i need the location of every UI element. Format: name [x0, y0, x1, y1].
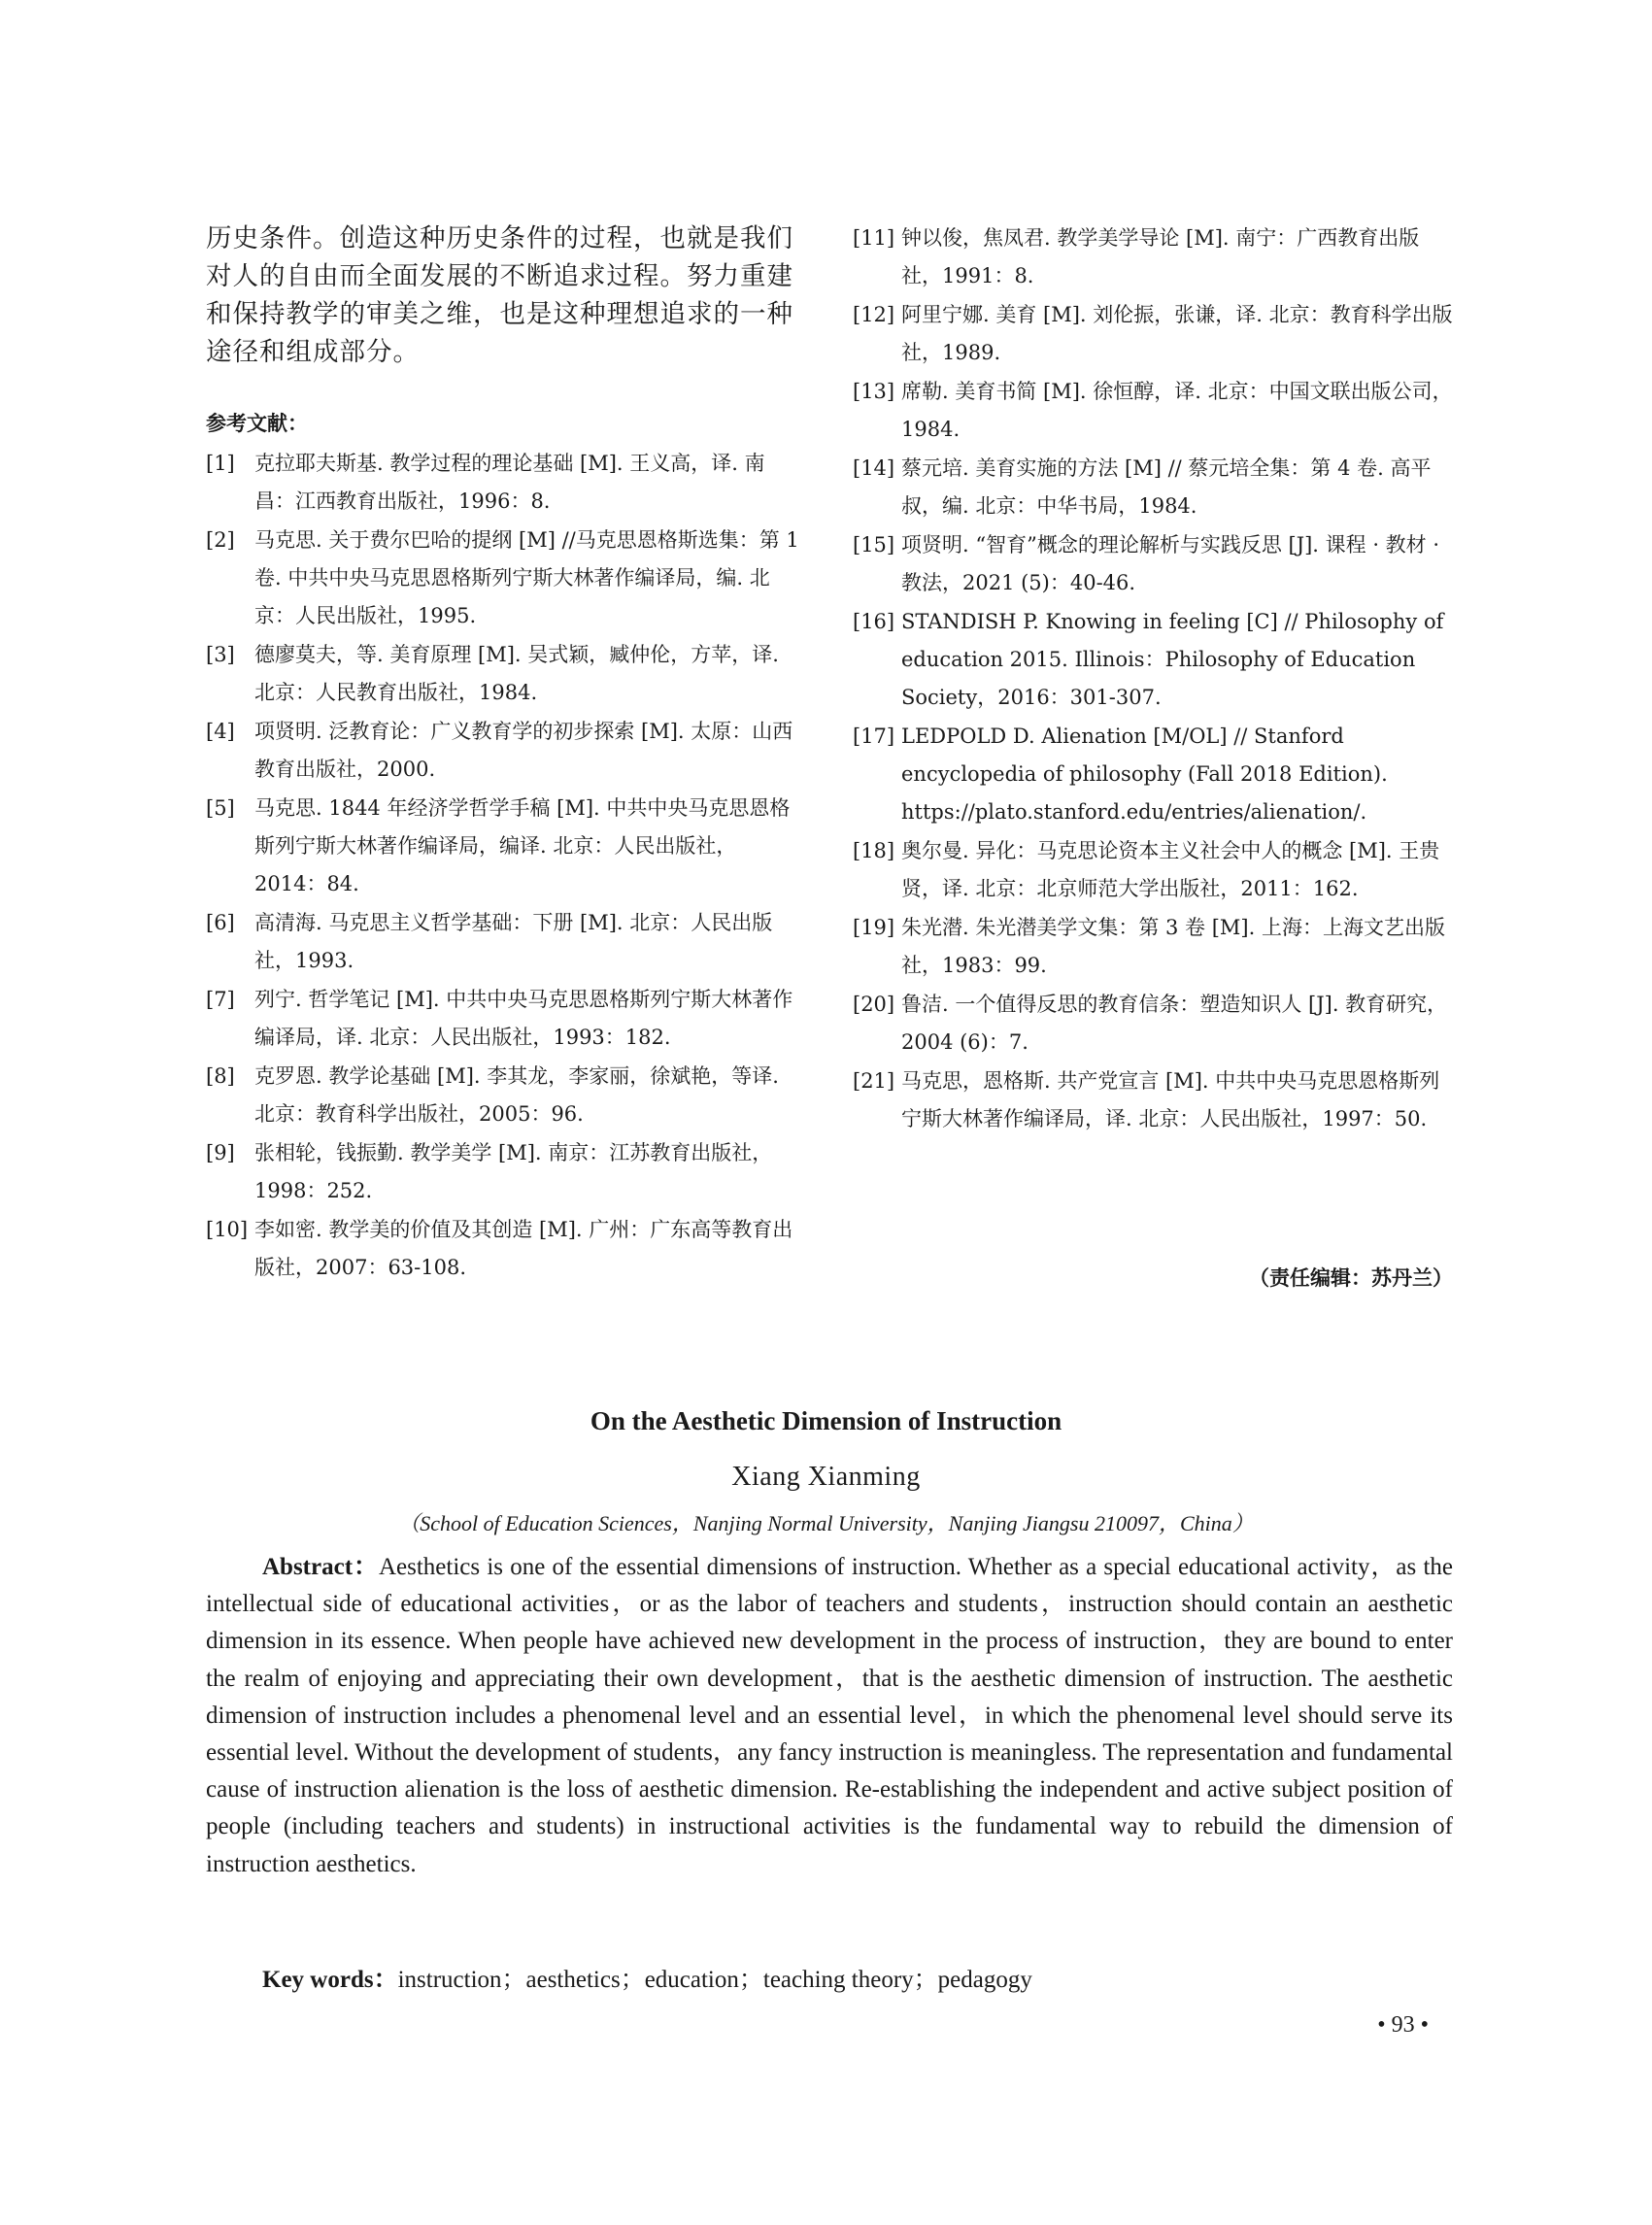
abstract	[206, 1549, 1453, 1883]
reference-text: 马克思. 1844 年经济学哲学手稿 [M]. 中共中央马克思恩格斯列宁斯大林著作编译局，编译. 北京：人民出版社，2014：84.	[254, 796, 791, 895]
reference-text: 克罗恩. 教学论基础 [M]. 李其龙，李家丽，徐斌艳，等译. 北京：教育科学出版社，2005：96.	[254, 1064, 779, 1126]
reference-number: [2]	[206, 528, 235, 552]
references-list-right	[853, 219, 1453, 1138]
reference-item	[206, 1058, 803, 1133]
reference-text: 奥尔曼. 异化：马克思论资本主义社会中人的概念 [M]. 王贵贤，译. 北京：北京师范大学出版社，2011：162.	[901, 839, 1440, 900]
reference-number: [3]	[206, 643, 235, 666]
reference-text: 马克思. 关于费尔巴哈的提纲 [M] //马克思恩格斯选集：第 1 卷. 中共中央马克思恩格斯列宁斯大林著作编译局，编. 北京：人民出版社，1995.	[254, 528, 799, 627]
reference-number: [8]	[206, 1064, 235, 1088]
reference-number: [9]	[206, 1141, 235, 1164]
reference-item	[206, 445, 803, 521]
reference-text: 马克思，恩格斯. 共产党宣言 [M]. 中共中央马克思恩格斯列宁斯大林著作编译局，译. 北京：人民出版社，1997：50.	[901, 1069, 1440, 1130]
reference-number: [16]	[853, 610, 895, 633]
reference-item	[853, 718, 1453, 831]
reference-item	[206, 713, 803, 789]
reference-item	[853, 526, 1453, 602]
reference-item	[206, 1134, 803, 1210]
reference-text: 席勒. 美育书简 [M]. 徐恒醇，译. 北京：中国文联出版公司，1984.	[901, 380, 1453, 441]
reference-text: 蔡元培. 美育实施的方法 [M] // 蔡元培全集：第 4 卷. 高平叔，编. 北京：中华书局，1984.	[901, 456, 1432, 518]
english-author: Xiang Xianming	[731, 1462, 921, 1492]
reference-text: 张相轮，钱振勤. 教学美学 [M]. 南京：江苏教育出版社，1998：252.	[254, 1141, 773, 1202]
reference-text: 项贤明. “智育”概念的理论解析与实践反思 [J]. 课程 · 教材 · 教法，2021 (5)：40-46.	[901, 533, 1440, 594]
page-number: • 93 •	[1377, 2012, 1429, 2038]
abstract-text: Aesthetics is one of the essential dimensions of instruction. Whether as a special educational activity，as the intellectual side of educational activities，or as the labor of teachers and students，instruction should contain an aesthetic dimension in its essence. When people have achieved new development in the process of instruction，they are bound to enter the realm of enjoying and appreciating their own development，that is the aesthetic dimension of instruction. The aesthetic dimension of instruction includes a phenomenal level and an essential level，in which the phenomenal level should serve its essential level. Without the development of students，any fancy instruction is meaningless. The representation and fundamental cause of instruction alienation is the loss of aesthetic dimension. Re-establishing the independent and active subject position of people (including teachers and students) in instructional activities is the fundamental way to rebuild the dimension of instruction aesthetics.	[206, 1554, 1454, 1877]
reference-number: [13]	[853, 380, 895, 403]
reference-text: 德廖莫夫，等. 美育原理 [M]. 吴式颖，臧仲伦，方苹，译. 北京：人民教育出版社，1984.	[254, 643, 779, 704]
reference-number: [5]	[206, 796, 235, 820]
right-column	[853, 219, 1453, 1139]
reference-item	[206, 904, 803, 980]
reference-text: LEDPOLD D. Alienation [M/OL] // Stanford encyclopedia of philosophy (Fall 2018 Edition). https://plato.stanford.edu/entries/alienation/.	[901, 725, 1388, 824]
reference-item	[206, 1211, 803, 1287]
reference-number: [6]	[206, 911, 235, 934]
reference-item	[853, 603, 1453, 717]
body-paragraph: 历史条件。创造这种历史条件的过程，也就是我们对人的自由而全面发展的不断追求过程。努力重建和保持教学的审美之维，也是这种理想追求的一种途径和组成部分。	[206, 223, 793, 367]
reference-item	[853, 986, 1453, 1062]
reference-number: [18]	[853, 839, 895, 862]
english-title: On the Aesthetic Dimension of Instruction	[590, 1406, 1062, 1435]
reference-text: 高清海. 马克思主义哲学基础：下册 [M]. 北京：人民出版社，1993.	[254, 911, 773, 972]
reference-number: [20]	[853, 993, 895, 1016]
reference-text: 项贤明. 泛教育论：广义教育学的初步探索 [M]. 太原：山西教育出版社，2000.	[254, 720, 793, 781]
reference-number: [21]	[853, 1069, 895, 1093]
keywords	[262, 1960, 1032, 1995]
reference-number: [19]	[853, 916, 895, 939]
reference-item	[853, 909, 1453, 985]
keywords-label: Key words：	[262, 1967, 398, 1993]
references-list-left	[206, 445, 803, 1287]
reference-item	[853, 450, 1453, 525]
english-affiliation: （School of Education Sciences，Nanjing Normal University，Nanjing Jiangsu 210097，China）	[398, 1511, 1254, 1535]
abstract-label: Abstract：	[262, 1554, 379, 1580]
references-heading: 参考文献：	[206, 412, 308, 435]
reference-item	[206, 522, 803, 635]
reference-number: [4]	[206, 720, 235, 743]
reference-text: 阿里宁娜. 美育 [M]. 刘伦振，张谦，译. 北京：教育科学出版社，1989.	[901, 303, 1453, 364]
editor-note: （责任编辑：苏丹兰）	[1249, 1266, 1453, 1290]
keywords-text: instruction；aesthetics；education；teaching theory；pedagogy	[397, 1967, 1032, 1993]
reference-item	[853, 1062, 1453, 1138]
reference-item	[853, 373, 1453, 449]
reference-number: [12]	[853, 303, 895, 326]
reference-item	[206, 981, 803, 1057]
reference-text: 钟以俊，焦凤君. 教学美学导论 [M]. 南宁：广西教育出版社，1991：8.	[901, 226, 1420, 287]
reference-text: 鲁洁. 一个值得反思的教育信条：塑造知识人 [J]. 教育研究，2004 (6)：7.	[901, 993, 1448, 1054]
left-column	[206, 219, 803, 1288]
reference-number: [1]	[206, 452, 235, 475]
reference-number: [15]	[853, 533, 895, 556]
reference-number: [10]	[206, 1218, 249, 1241]
reference-number: [17]	[853, 725, 895, 748]
reference-text: STANDISH P. Knowing in feeling [C] // Philosophy of education 2015. Illinois：Philosophy of Education Society，2016：301-307.	[901, 610, 1444, 709]
reference-item	[853, 219, 1453, 295]
reference-item	[206, 790, 803, 903]
reference-item	[853, 832, 1453, 908]
reference-text: 李如密. 教学美的价值及其创造 [M]. 广州：广东高等教育出版社，2007：63-108.	[254, 1218, 793, 1279]
reference-item	[853, 296, 1453, 372]
reference-item	[206, 636, 803, 712]
reference-number: [14]	[853, 456, 895, 480]
reference-text: 朱光潜. 朱光潜美学文集：第 3 卷 [M]. 上海：上海文艺出版社，1983：99.	[901, 916, 1445, 977]
reference-number: [11]	[853, 226, 895, 250]
reference-text: 克拉耶夫斯基. 教学过程的理论基础 [M]. 王义高，译. 南昌：江西教育出版社，1996：8.	[254, 452, 765, 513]
reference-text: 列宁. 哲学笔记 [M]. 中共中央马克思恩格斯列宁斯大林著作编译局，译. 北京：人民出版社，1993：182.	[254, 988, 793, 1049]
reference-number: [7]	[206, 988, 235, 1011]
